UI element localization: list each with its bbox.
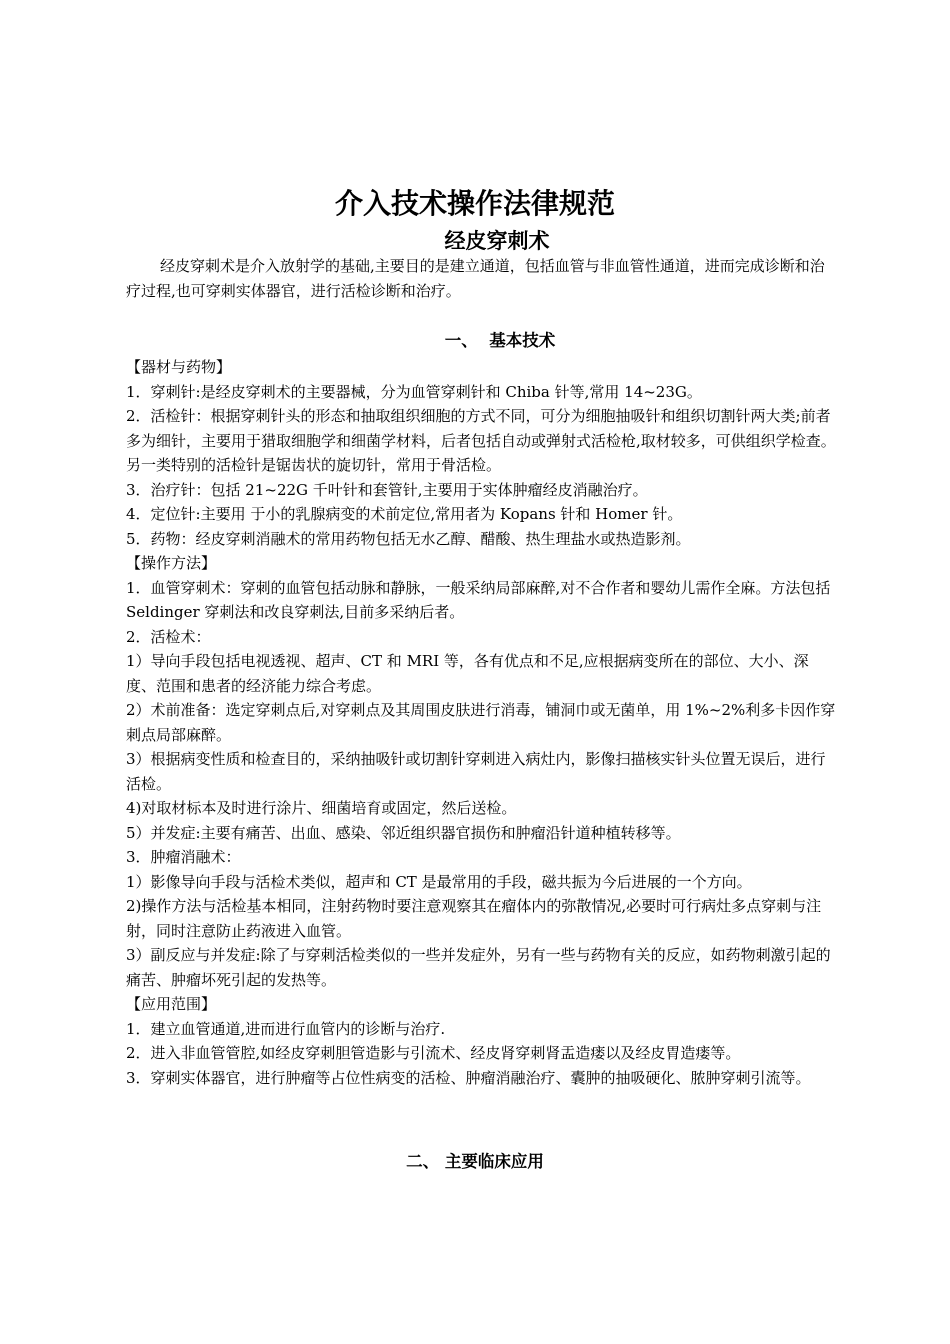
list-item: 4)对取材标本及时进行涂片、细菌培育或固定，然后送检。 (126, 799, 517, 817)
list-item: 1）导向手段包括电视透视、超声、CT 和 MRI 等，各有优点和不足,应根据病变所在的部位、大小、深度、范围和患者的经济能力综合考虑。 (126, 652, 809, 695)
section-body-basic-techniques (126, 355, 838, 1090)
list-item: 5）并发症:主要有痛苦、出血、感染、邻近组织器官损伤和肿瘤沿针道种植转移等。 (126, 823, 681, 842)
list-item: 5．药物：经皮穿刺消融术的常用药物包括无水乙醇、醋酸、热生理盐水或热造影剂。 (126, 529, 691, 548)
list-item: 3．肿瘤消融术： (126, 848, 241, 866)
subsection-label-methods: 【操作方法】 (126, 554, 217, 572)
document-subtitle: 经皮穿刺术 (444, 229, 550, 253)
list-item: 1．血管穿刺术：穿刺的血管包括动脉和静脉，一般采纳局部麻醉,对不合作者和婴幼儿需作全麻。方法包括 Seldinger 穿刺法和改良穿刺法,目前多采纳后者。 (126, 578, 831, 621)
list-item: 3）副反应与并发症:除了与穿刺活检类似的一些并发症外，另有一些与药物有关的反应，如药物刺激引起的痛苦、肿瘤坏死引起的发热等。 (126, 946, 831, 989)
list-item: 2)操作方法与活检基本相同，注射药物时要注意观察其在瘤体内的弥散情况,必要时可行病灶多点穿刺与注射，同时注意防止药液进入血管。 (126, 897, 822, 940)
list-item: 2．活检针：根据穿刺针头的形态和抽取组织细胞的方式不同，可分为细胞抽吸针和组织切割针两大类;前者多为细针，主要用于猎取细胞学和细菌学材料，后者包括自动或弹射式活检枪,取材较多，可供组织学检查。另一类特别的活检针是锯齿状的旋切针，常用于骨活检。 (126, 407, 836, 474)
section-heading-clinical-applications: 二、 主要临床应用 (406, 1152, 544, 1171)
list-item: 2）术前准备：选定穿刺点后,对穿刺点及其周围皮肤进行消毒，铺洞巾或无菌单，用 1%~2%利多卡因作穿刺点局部麻醉。 (126, 701, 836, 744)
list-item: 3）根据病变性质和检查目的，采纳抽吸针或切割针穿刺进入病灶内，影像扫描核实针头位置无误后，进行活检。 (126, 750, 826, 793)
list-item: 4．定位针:主要用 于小的乳腺病变的术前定位,常用者为 Kopans 针和 Homer 针。 (126, 505, 683, 523)
list-item: 1．建立血管通道,进而进行血管内的诊断与治疗. (126, 1019, 446, 1038)
subsection-label-scope: 【应用范围】 (126, 995, 217, 1013)
document-title: 介入技术操作法律规范 (334, 187, 615, 220)
list-item: 3．治疗针：包括 21~22G 千叶针和套管针,主要用于实体肿瘤经皮消融治疗。 (126, 480, 648, 499)
list-item: 1．穿刺针:是经皮穿刺术的主要器械，分为血管穿刺针和 Chiba 针等,常用 14~23G。 (126, 382, 702, 401)
section-heading-basic-techniques: 一、 基本技术 (444, 331, 556, 350)
subsection-label-materials: 【器材与药物】 (126, 358, 232, 376)
list-item: 1）影像导向手段与活检术类似，超声和 CT 是最常用的手段，磁共振为今后进展的一个方向。 (126, 872, 752, 891)
list-item: 2．进入非血管管腔,如经皮穿刺胆管造影与引流术、经皮肾穿刺肾盂造瘘以及经皮胃造瘘等。 (126, 1044, 741, 1062)
list-item: 2．活检术： (126, 627, 211, 646)
intro-paragraph-block (126, 254, 838, 303)
list-item: 3．穿刺实体器官，进行肿瘤等占位性病变的活检、肿瘤消融治疗、囊肿的抽吸硬化、脓肿穿刺引流等。 (126, 1068, 811, 1087)
intro-paragraph: 经皮穿刺术是介入放射学的基础,主要目的是建立通道，包括血管与非血管性通道，进而完成诊断和治疗过程,也可穿刺实体器官，进行活检诊断和治疗。 (126, 257, 825, 300)
